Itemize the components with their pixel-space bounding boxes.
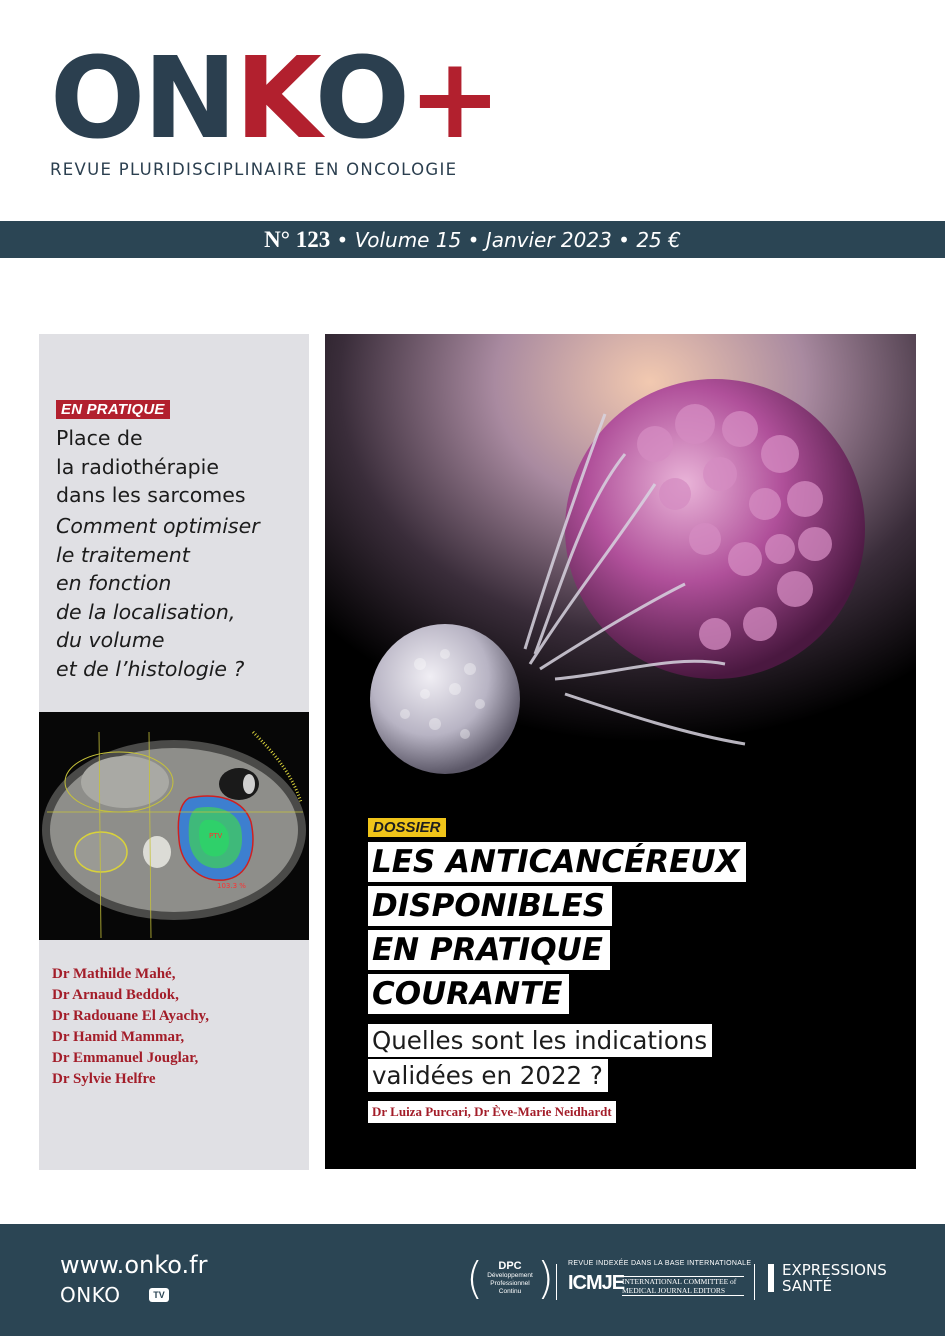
headline-line: DISPONIBLES [368,886,612,926]
cancer-cell-illustration [325,334,916,814]
en-pratique-tag: EN PRATIQUE [56,400,170,419]
icmje-full-name [622,1276,744,1296]
author: Dr Mathilde Mahé, [52,966,176,982]
left-subtitle-line: et de l’histologie ? [56,656,245,681]
onko-tv-logo: ONKO [60,1283,121,1307]
dpc-logo [466,1253,554,1304]
issue-details: • Volume 15 • Janvier 2023 • 25 € [330,228,681,252]
ct-scan-svg [39,712,309,940]
icmje-name-line: INTERNATIONAL COMMITTEE of [622,1277,737,1286]
author: Dr Hamid Mammar, [52,1029,185,1045]
publisher-line: EXPRESSIONS [782,1261,887,1279]
main-subheadline [368,1024,712,1094]
left-title-line: dans les sarcomes [56,483,246,507]
logo-o: O [314,34,408,164]
publisher-logo [782,1262,887,1294]
headline-line: EN PRATIQUE [368,930,610,970]
headline-line: LES ANTICANCÉREUX [368,842,746,882]
dpc-line: Continu [498,1288,522,1295]
tv-badge-icon: TV [149,1288,169,1302]
main-feature-panel [325,334,916,1169]
logo-on: ON [50,34,235,164]
expressions-sante-bar-icon [768,1264,774,1292]
left-subtitle-line: de la localisation, [56,599,236,624]
author: Dr Radouane El Ayachy, [52,1008,209,1024]
dpc-title: DPC [498,1260,522,1272]
main-headline [368,842,746,1018]
website-link[interactable]: www.onko.fr [60,1251,208,1279]
dose-label: 103.3 % [217,882,246,890]
tagline: REVUE PLURIDISCIPLINAIRE EN ONCOLOGIE [50,160,458,179]
headline-line: COURANTE [368,974,569,1014]
author: Dr Sylvie Helfre [52,1071,156,1087]
subhead-line: Quelles sont les indications [368,1024,712,1057]
onko-logo [50,34,500,164]
left-feature-title [56,424,306,510]
left-subtitle-line: le traitement [56,542,190,567]
left-subtitle-line: Comment optimiser [56,514,260,538]
main-feature-authors: Dr Luiza Purcari, Dr Ève-Marie Neidhardt [368,1101,616,1123]
logo-k: K [234,34,315,164]
ptv-label: PTV [209,832,223,840]
subhead-line: validées en 2022 ? [368,1059,608,1092]
publisher-line: SANTÉ [782,1277,832,1295]
icmje-name-line: MEDICAL JOURNAL EDITORS [622,1286,726,1295]
left-subtitle-line: en fonction [56,571,172,595]
left-title-line: Place de [56,426,143,450]
ct-scan-image [39,712,309,940]
left-feature-authors [52,964,209,1090]
left-title-line: la radiothérapie [56,454,219,479]
author: Dr Arnaud Beddok, [52,987,179,1003]
icmje-logo: ICMJE [568,1272,625,1294]
paren-right-icon: ) [536,1253,554,1304]
issue-bar [0,221,945,258]
left-subtitle-line: du volume [56,628,165,652]
divider [556,1264,557,1300]
logo-plus: + [407,34,500,164]
footer [0,1224,945,1336]
left-feature-subtitle [56,512,306,683]
icmje-caption: REVUE INDEXÉE DANS LA BASE INTERNATIONALE [568,1260,752,1267]
dossier-tag: DOSSIER [368,818,446,837]
issue-number: N° 123 [264,227,331,252]
divider [754,1264,755,1300]
paren-left-icon: ( [466,1253,484,1304]
dpc-line: Développement [487,1272,533,1279]
dpc-line: Professionnel [490,1280,530,1287]
author: Dr Emmanuel Jouglar, [52,1050,199,1066]
left-feature-panel [39,334,309,1170]
